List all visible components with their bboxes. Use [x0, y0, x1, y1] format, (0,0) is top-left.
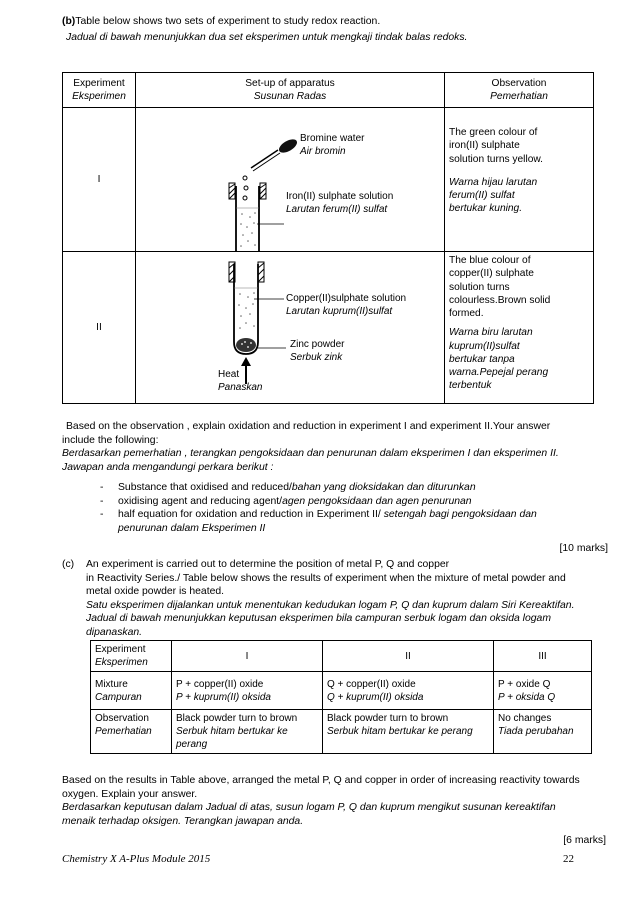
question-line: Jadual di bawah menunjukkan keputusan eksperimen bila campuran serbuk logam dan oksida logam: [86, 613, 551, 625]
table-cell: [172, 710, 323, 754]
cell-line: Q + kuprum(II) oksida: [327, 692, 424, 703]
label-ms: Larutan ferum(II) sulfat: [286, 204, 388, 215]
exp-number: I: [63, 108, 136, 252]
obs-line: solution turns yellow.: [449, 153, 543, 165]
bullet-en: Substance that oxidised and reduced/: [118, 482, 292, 493]
bullet-en: half equation for oxidation and reduction in Experiment II/: [118, 509, 384, 521]
table-row: [91, 710, 592, 754]
question-line: menaik terhadap oksigen. Terangkan jawapan anda.: [62, 815, 304, 827]
header-ms: Susunan Radas: [253, 91, 327, 102]
obs-line: kuprum(II)sulfat: [449, 340, 520, 352]
cell-line: Tiada perubahan: [498, 726, 574, 737]
header-ms: Eksperimen: [72, 91, 126, 102]
question-line: dipanaskan.: [86, 626, 143, 638]
intro-ms: Jadual di bawah menunjukkan dua set eksperimen untuk mengkaji tindak balas redoks.: [66, 32, 468, 43]
table-row: [91, 641, 592, 672]
header-experiment: [63, 73, 136, 108]
col-header: III: [494, 641, 592, 672]
table-row: [91, 672, 592, 710]
header-en: Set-up of apparatus: [245, 77, 335, 89]
apparatus-diagram-1: [136, 108, 436, 252]
obs-line: terbentuk: [449, 380, 492, 392]
label-en: Bromine water: [300, 133, 365, 144]
question-line: in Reactivity Series./ Table below shows the results of experiment when the mixture of metal powder and: [86, 572, 566, 584]
list-item: - Substance that oxidised and reduced/bahan yang dioksidakan dan diturunkan: [100, 482, 476, 493]
question-b: [62, 420, 602, 474]
observation-cell: [445, 252, 594, 404]
header-experiment: [91, 641, 172, 672]
question-line: Based on the observation , explain oxidation and reduction in experiment I and experiment II.Your answer: [66, 421, 551, 432]
question-line: Jawapan anda mengandungi perkara berikut :: [62, 461, 274, 473]
question-line: Satu eksperimen dijalankan untuk menentukan kedudukan logam P, Q dan kuprum dalam Siri Kereaktifan.: [86, 599, 575, 611]
obs-line: formed.: [449, 308, 484, 319]
cell-line: Q + copper(II) oxide: [327, 679, 416, 690]
cell-line: P + copper(II) oxide: [176, 679, 264, 690]
cell-line: No changes: [498, 713, 552, 724]
setup-cell: [136, 108, 445, 252]
question-line: include the following:: [62, 434, 159, 446]
label-ms: Campuran: [95, 692, 142, 703]
header-setup: [136, 73, 445, 108]
label-en: Heat: [218, 369, 240, 380]
test-tube-icon: [234, 264, 258, 354]
label-en: Mixture: [95, 679, 128, 690]
table-cell: [323, 672, 494, 710]
bullet-ms: bahan yang dioksidakan dan diturunkan: [291, 482, 476, 493]
setup-cell: [136, 252, 445, 404]
label-ms: Pemerhatian: [95, 726, 152, 737]
obs-line: colourless.Brown solid: [449, 294, 551, 306]
cell-line: Serbuk hitam bertukar ke perang: [327, 726, 473, 737]
obs-line: iron(II) sulphate: [449, 140, 520, 152]
label-en: Zinc powder: [290, 339, 345, 350]
cell-line: P + oksida Q: [498, 692, 556, 703]
bullet-en: oxidising agent and reducing agent/: [118, 495, 283, 507]
iron-label: [286, 190, 393, 216]
question-line: metal oxide powder is heated.: [86, 586, 225, 598]
bullet-ms: setengah bagi pengoksidaan dan: [383, 509, 537, 521]
header-en: Experiment: [73, 77, 125, 89]
redox-table: [62, 72, 594, 404]
label-en: Copper(II)sulphate solution: [286, 293, 407, 304]
obs-line: Warna hijau larutan: [449, 176, 538, 188]
bullet-ms: agen pengoksidaan dan agen penurunan: [282, 495, 472, 507]
bromine-label: [300, 132, 364, 158]
part-c-label: (c): [62, 559, 75, 570]
observation-cell: [445, 108, 594, 252]
marks-c: [6 marks]: [563, 835, 606, 846]
header-ms: Eksperimen: [95, 657, 148, 668]
obs-line: bertukar kuning.: [449, 203, 523, 215]
table-header-row: [63, 73, 594, 108]
list-item: - half equation for oxidation and reduction in Experiment II/ setengah bagi pengoksidaan dan: [100, 509, 537, 521]
question-c: [86, 558, 606, 639]
page-number: 22: [563, 853, 574, 865]
question-c2: [62, 774, 612, 828]
table-row: [63, 108, 594, 252]
label-ms: Panaskan: [218, 382, 263, 393]
cell-line: Black powder turn to brown: [327, 713, 449, 724]
cell-line: Black powder turn to brown: [176, 713, 298, 724]
table-cell: [323, 710, 494, 754]
part-label: (b): [62, 16, 76, 27]
cell-line: perang: [176, 739, 208, 750]
label-ms: Air bromin: [300, 146, 346, 157]
obs-line: bertukar tanpa: [449, 353, 515, 365]
question-line: Berdasarkan keputusan dalam Jadual di atas, susun logam P, Q dan kuprum mengikut susunan kereaktifan: [62, 802, 556, 814]
cell-line: Serbuk hitam bertukar ke: [176, 726, 288, 737]
label-ms: Serbuk zink: [290, 352, 343, 363]
table-cell: [494, 672, 592, 710]
question-line: oxygen. Explain your answer.: [62, 788, 198, 800]
obs-line: The green colour of: [449, 127, 538, 138]
label-ms: Larutan kuprum(II)sulfat: [286, 306, 393, 317]
header-observation: [445, 73, 594, 108]
marks-b: [10 marks]: [559, 543, 608, 554]
copper-label: [286, 292, 406, 318]
header-en: Experiment: [95, 644, 146, 655]
list-item: - oxidising agent and reducing agent/agen pengoksidaan dan agen penurunan: [100, 495, 472, 507]
test-tube-icon: [236, 186, 259, 252]
exp-number: II: [63, 252, 136, 404]
zinc-label: [290, 338, 344, 364]
row-label: [91, 672, 172, 710]
table-cell: [494, 710, 592, 754]
label-en: Iron(II) sulphate solution: [286, 191, 394, 202]
obs-line: warna.Pepejal perang: [449, 367, 549, 378]
col-header: I: [172, 641, 323, 672]
table-cell: [172, 672, 323, 710]
table-row: [63, 252, 594, 404]
intro-text: Table below shows two sets of experiment to study redox reaction.: [75, 16, 381, 27]
apparatus-diagram-2: [136, 252, 436, 404]
header-ms: Pemerhatian: [490, 91, 548, 102]
dropper-icon: [251, 137, 299, 171]
question-line: Berdasarkan pemerhatian , terangkan pengoksidaan dan penurunan dalam eksperimen I dan eksperimen II.: [62, 448, 559, 460]
heat-label: [218, 368, 262, 394]
reactivity-table: [90, 640, 592, 754]
obs-line: Warna biru larutan: [449, 327, 533, 339]
cell-line: P + kuprum(II) oksida: [176, 692, 271, 703]
row-label: [91, 710, 172, 754]
bullet-ms: penurunan dalam Eksperimen II: [118, 522, 266, 534]
footer-title: Chemistry X A-Plus Module 2015: [62, 853, 211, 865]
cell-line: P + oxide Q: [498, 679, 551, 690]
obs-line: ferum(II) sulfat: [449, 190, 515, 201]
question-line: An experiment is carried out to determine the position of metal P, Q and copper: [86, 559, 450, 570]
obs-line: copper(II) sulphate: [449, 268, 534, 280]
obs-line: The blue colour of: [449, 255, 531, 266]
col-header: II: [323, 641, 494, 672]
bullet-list: [100, 481, 600, 535]
header-en: Observation: [491, 77, 547, 89]
question-line: Based on the results in Table above, arranged the metal P, Q and copper in order of increasing reactivity towards: [62, 775, 580, 786]
obs-line: solution turns: [449, 281, 510, 293]
intro-en: [62, 15, 380, 29]
label-en: Observation: [95, 713, 149, 724]
